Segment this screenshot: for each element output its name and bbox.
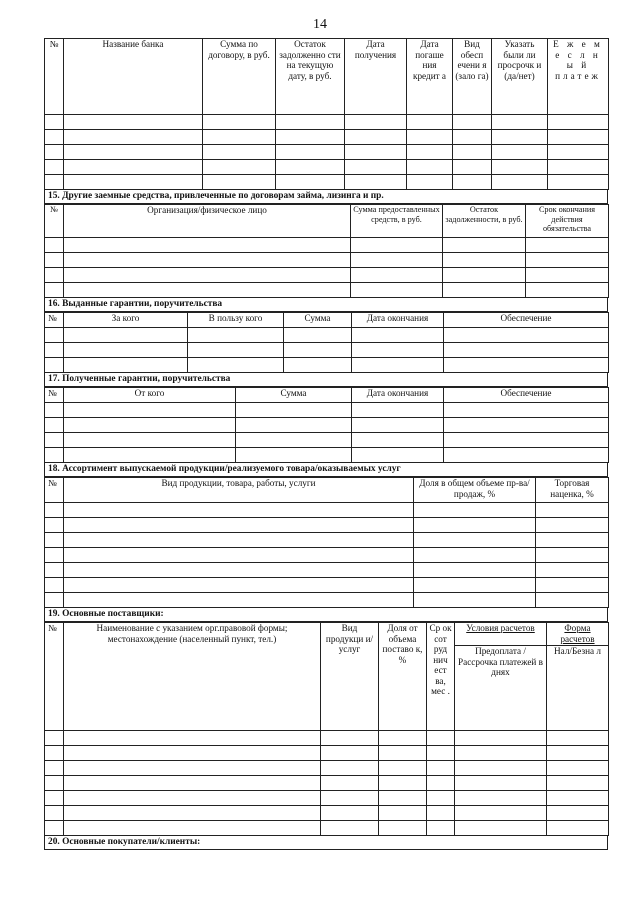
table-row: [45, 268, 609, 283]
main-suppliers-table: [44, 622, 609, 836]
table-row: [45, 433, 609, 448]
table-cell[interactable]: [64, 821, 321, 836]
table-cell[interactable]: [427, 731, 455, 746]
table-cell[interactable]: [276, 115, 345, 130]
table-row: [45, 130, 609, 145]
table-cell[interactable]: [321, 761, 379, 776]
table-row: [45, 548, 609, 563]
table-cell[interactable]: [45, 160, 64, 175]
col-organization-header: Организация/физическое лицо: [64, 205, 351, 238]
table-cell[interactable]: [45, 563, 64, 578]
table-cell[interactable]: [45, 238, 64, 253]
table-cell[interactable]: [276, 160, 345, 175]
col-number-header: №: [45, 388, 64, 403]
col-cash-noncash-header: Нал/Безна л: [547, 646, 609, 731]
table-cell[interactable]: [536, 578, 609, 593]
table-cell[interactable]: [188, 343, 284, 358]
table-cell[interactable]: [64, 746, 321, 761]
table-cell[interactable]: [45, 821, 64, 836]
table-cell[interactable]: [64, 448, 236, 463]
table-cell[interactable]: [536, 503, 609, 518]
table-cell[interactable]: [236, 418, 352, 433]
table-cell[interactable]: [284, 343, 352, 358]
table-cell[interactable]: [45, 578, 64, 593]
col-prepayment-header: Предоплата / Рассрочка платежей в днях: [455, 646, 547, 731]
table-cell[interactable]: [444, 403, 609, 418]
col-markup-header: Торговая наценка, %: [536, 478, 609, 503]
table-cell[interactable]: [64, 548, 414, 563]
col-supplier-name-header: Наименование с указанием орг.правовой формы; местонахождение (населенный пункт, тел.): [64, 623, 321, 731]
table-cell[interactable]: [236, 433, 352, 448]
table-cell[interactable]: [64, 593, 414, 608]
other-borrowings-header-row: [45, 205, 609, 238]
col-security-header: Обеспечение: [444, 313, 609, 328]
table-cell[interactable]: [427, 791, 455, 806]
table-row: [45, 418, 609, 433]
table-cell[interactable]: [64, 418, 236, 433]
table-cell[interactable]: [443, 253, 526, 268]
table-cell[interactable]: [45, 175, 64, 190]
table-cell[interactable]: [45, 503, 64, 518]
table-cell[interactable]: [414, 533, 536, 548]
table-cell[interactable]: [45, 328, 64, 343]
table-cell[interactable]: [351, 283, 443, 298]
table-cell[interactable]: [547, 791, 609, 806]
table-row: [45, 448, 609, 463]
table-row: [45, 518, 609, 533]
table-cell[interactable]: [203, 130, 276, 145]
table-row: [45, 503, 609, 518]
col-collateral-header: Вид обесп ечени я (зало га): [453, 39, 492, 115]
col-amount-header: Сумма: [236, 388, 352, 403]
col-receipt-date-header: Дата получения: [345, 39, 407, 115]
table-cell[interactable]: [45, 791, 64, 806]
table-cell[interactable]: [64, 268, 351, 283]
table-cell[interactable]: [64, 533, 414, 548]
table-cell[interactable]: [547, 761, 609, 776]
col-for-whom-header: За кого: [64, 313, 188, 328]
table-cell[interactable]: [444, 328, 609, 343]
table-cell[interactable]: [45, 418, 64, 433]
table-cell[interactable]: [352, 418, 444, 433]
table-cell[interactable]: [203, 175, 276, 190]
table-cell[interactable]: [526, 253, 609, 268]
table-cell[interactable]: [45, 806, 64, 821]
table-cell[interactable]: [547, 821, 609, 836]
col-number-header: №: [45, 478, 64, 503]
table-cell[interactable]: [547, 731, 609, 746]
table-cell[interactable]: [414, 503, 536, 518]
table-cell[interactable]: [351, 238, 443, 253]
table-cell[interactable]: [45, 593, 64, 608]
table-cell[interactable]: [536, 548, 609, 563]
table-cell[interactable]: [536, 518, 609, 533]
table-cell[interactable]: [64, 238, 351, 253]
table-cell[interactable]: [444, 343, 609, 358]
form-sheet: [44, 38, 608, 850]
table-cell[interactable]: [547, 746, 609, 761]
table-cell[interactable]: [414, 593, 536, 608]
table-cell[interactable]: [64, 578, 414, 593]
table-cell[interactable]: [64, 791, 321, 806]
table-cell[interactable]: [352, 403, 444, 418]
issued-guarantees-header-row: [45, 313, 609, 328]
col-monthly-payment-header: Е ж е м е с л н ы й платеж: [548, 39, 609, 115]
table-cell[interactable]: [427, 746, 455, 761]
table-cell[interactable]: [276, 130, 345, 145]
table-cell[interactable]: [45, 403, 64, 418]
table-cell[interactable]: [443, 283, 526, 298]
col-product-type-header: Вид продукции, товара, работы, услуги: [64, 478, 414, 503]
table-row: [45, 283, 609, 298]
table-cell[interactable]: [64, 115, 203, 130]
table-cell[interactable]: [321, 731, 379, 746]
table-cell[interactable]: [414, 518, 536, 533]
table-row: [45, 175, 609, 190]
col-share-header: Доля в общем объеме пр-ва/продаж, %: [414, 478, 536, 503]
table-cell[interactable]: [547, 776, 609, 791]
table-cell[interactable]: [45, 731, 64, 746]
table-row: [45, 821, 609, 836]
bank-loans-table: [44, 38, 609, 190]
table-cell[interactable]: [379, 791, 427, 806]
section-15-title: 15. Другие заемные средства, привлеченные по договорам займа, лизинга и пр.: [44, 190, 608, 204]
table-cell[interactable]: [284, 358, 352, 373]
table-cell[interactable]: [453, 130, 492, 145]
table-cell[interactable]: [64, 563, 414, 578]
table-cell[interactable]: [407, 130, 453, 145]
table-cell[interactable]: [203, 115, 276, 130]
other-borrowings-table: [44, 204, 609, 298]
table-cell[interactable]: [188, 358, 284, 373]
table-cell[interactable]: [203, 160, 276, 175]
suppliers-header-row: [45, 623, 609, 646]
table-cell[interactable]: [64, 160, 203, 175]
table-row: [45, 145, 609, 160]
table-cell[interactable]: [45, 448, 64, 463]
col-supply-share-header: Доля от объема поставо к, %: [379, 623, 427, 731]
received-guarantees-header-row: [45, 388, 609, 403]
table-cell[interactable]: [64, 253, 351, 268]
bank-loans-header-row: [45, 39, 609, 115]
product-range-header-row: [45, 478, 609, 503]
table-cell[interactable]: [45, 533, 64, 548]
table-cell[interactable]: [427, 761, 455, 776]
table-cell[interactable]: [443, 238, 526, 253]
col-number-header: №: [45, 39, 64, 115]
table-cell[interactable]: [443, 268, 526, 283]
table-cell[interactable]: [64, 145, 203, 160]
table-cell[interactable]: [236, 448, 352, 463]
table-cell[interactable]: [526, 283, 609, 298]
table-cell[interactable]: [455, 746, 547, 761]
table-row: [45, 731, 609, 746]
table-cell[interactable]: [379, 731, 427, 746]
table-cell[interactable]: [548, 160, 609, 175]
col-number-header: №: [45, 205, 64, 238]
table-cell[interactable]: [407, 115, 453, 130]
table-cell[interactable]: [453, 160, 492, 175]
table-cell[interactable]: [64, 776, 321, 791]
table-cell[interactable]: [45, 268, 64, 283]
table-cell[interactable]: [455, 821, 547, 836]
col-obligation-end-header: Срок окончания действия обязательства: [526, 205, 609, 238]
section-19-title: 19. Основные поставщики:: [44, 608, 608, 622]
section-20-title: 20. Основные покупатели/клиенты:: [44, 836, 608, 850]
issued-guarantees-table: [44, 312, 609, 373]
table-cell[interactable]: [407, 175, 453, 190]
table-cell[interactable]: [379, 746, 427, 761]
col-end-date-header: Дата окончания: [352, 388, 444, 403]
received-guarantees-table: [44, 387, 609, 463]
table-row: [45, 746, 609, 761]
col-number-header: №: [45, 623, 64, 731]
table-cell[interactable]: [64, 283, 351, 298]
table-cell[interactable]: [352, 448, 444, 463]
table-cell[interactable]: [64, 503, 414, 518]
col-contract-sum-header: Сумма по договору, в руб.: [203, 39, 276, 115]
table-cell[interactable]: [492, 115, 548, 130]
table-cell[interactable]: [351, 268, 443, 283]
table-cell[interactable]: [526, 268, 609, 283]
table-cell[interactable]: [64, 358, 188, 373]
table-row: [45, 253, 609, 268]
table-cell[interactable]: [414, 548, 536, 563]
section-18-title: 18. Ассортимент выпускаемой продукции/реализуемого товара/оказываемых услуг: [44, 463, 608, 477]
table-row: [45, 761, 609, 776]
table-cell[interactable]: [284, 328, 352, 343]
table-row: [45, 563, 609, 578]
table-cell[interactable]: [444, 418, 609, 433]
table-cell[interactable]: [526, 238, 609, 253]
table-cell[interactable]: [45, 776, 64, 791]
table-cell[interactable]: [45, 433, 64, 448]
table-row: [45, 238, 609, 253]
table-cell[interactable]: [453, 175, 492, 190]
col-security-header: Обеспечение: [444, 388, 609, 403]
table-cell[interactable]: [548, 130, 609, 145]
table-cell[interactable]: [64, 343, 188, 358]
table-cell[interactable]: [64, 328, 188, 343]
col-payment-terms-header: Условия расчетов: [455, 623, 547, 646]
table-cell[interactable]: [45, 518, 64, 533]
table-cell[interactable]: [345, 175, 407, 190]
table-cell[interactable]: [345, 130, 407, 145]
table-row: [45, 328, 609, 343]
table-cell[interactable]: [64, 403, 236, 418]
table-cell[interactable]: [45, 548, 64, 563]
col-bank-name-header: Название банка: [64, 39, 203, 115]
table-cell[interactable]: [427, 821, 455, 836]
table-cell[interactable]: [407, 145, 453, 160]
col-product-type-header: Вид продукци и/услуг: [321, 623, 379, 731]
table-cell[interactable]: [276, 145, 345, 160]
table-cell[interactable]: [64, 130, 203, 145]
table-cell[interactable]: [351, 253, 443, 268]
table-cell[interactable]: [547, 806, 609, 821]
table-cell[interactable]: [379, 761, 427, 776]
table-cell[interactable]: [321, 791, 379, 806]
table-cell[interactable]: [414, 563, 536, 578]
table-cell[interactable]: [45, 253, 64, 268]
table-cell[interactable]: [548, 145, 609, 160]
table-cell[interactable]: [64, 761, 321, 776]
table-cell[interactable]: [45, 761, 64, 776]
table-cell[interactable]: [455, 806, 547, 821]
table-cell[interactable]: [321, 806, 379, 821]
table-cell[interactable]: [64, 518, 414, 533]
col-number-header: №: [45, 313, 64, 328]
table-cell[interactable]: [453, 145, 492, 160]
table-cell[interactable]: [444, 358, 609, 373]
col-amount-header: Сумма: [284, 313, 352, 328]
table-cell[interactable]: [444, 448, 609, 463]
table-cell[interactable]: [536, 563, 609, 578]
col-from-whom-header: От кого: [64, 388, 236, 403]
table-cell[interactable]: [345, 115, 407, 130]
table-row: [45, 343, 609, 358]
table-cell[interactable]: [536, 533, 609, 548]
col-end-date-header: Дата окончания: [352, 313, 444, 328]
table-cell[interactable]: [548, 175, 609, 190]
col-cooperation-term-header: Ср ок сот руд нич ест ва, мес .: [427, 623, 455, 731]
table-cell[interactable]: [492, 175, 548, 190]
table-cell[interactable]: [352, 433, 444, 448]
table-cell[interactable]: [188, 328, 284, 343]
table-cell[interactable]: [345, 145, 407, 160]
col-payment-form-header: Форма расчетов: [547, 623, 609, 646]
table-cell[interactable]: [64, 806, 321, 821]
table-cell[interactable]: [453, 115, 492, 130]
table-cell[interactable]: [407, 160, 453, 175]
table-cell[interactable]: [276, 175, 345, 190]
table-cell[interactable]: [492, 145, 548, 160]
table-cell[interactable]: [45, 746, 64, 761]
table-cell[interactable]: [455, 761, 547, 776]
table-row: [45, 593, 609, 608]
table-row: [45, 578, 609, 593]
section-16-title: 16. Выданные гарантии, поручительства: [44, 298, 608, 312]
product-range-table: [44, 477, 609, 608]
col-debt-balance-header: Остаток задолженно сти на текущую дату, в руб.: [276, 39, 345, 115]
table-cell[interactable]: [455, 776, 547, 791]
table-row: [45, 160, 609, 175]
col-in-favor-of-header: В пользу кого: [188, 313, 284, 328]
table-cell[interactable]: [45, 145, 64, 160]
table-cell[interactable]: [45, 130, 64, 145]
table-row: [45, 791, 609, 806]
col-overdue-header: Указать были ли просрочк и (да/нет): [492, 39, 548, 115]
table-row: [45, 115, 609, 130]
table-cell[interactable]: [64, 175, 203, 190]
table-cell[interactable]: [414, 578, 536, 593]
table-row: [45, 776, 609, 791]
table-cell[interactable]: [45, 115, 64, 130]
table-cell[interactable]: [492, 160, 548, 175]
table-cell[interactable]: [64, 433, 236, 448]
table-cell[interactable]: [45, 283, 64, 298]
col-repayment-date-header: Дата погаше ния кредит а: [407, 39, 453, 115]
table-cell[interactable]: [321, 746, 379, 761]
table-cell[interactable]: [64, 731, 321, 746]
table-cell[interactable]: [548, 115, 609, 130]
table-cell[interactable]: [455, 791, 547, 806]
table-cell[interactable]: [345, 160, 407, 175]
table-row: [45, 806, 609, 821]
table-cell[interactable]: [352, 343, 444, 358]
col-debt-balance-header: Остаток задолженности, в руб.: [443, 205, 526, 238]
table-cell[interactable]: [379, 776, 427, 791]
table-cell[interactable]: [45, 343, 64, 358]
table-row: [45, 358, 609, 373]
table-cell[interactable]: [45, 358, 64, 373]
table-cell[interactable]: [492, 130, 548, 145]
table-cell[interactable]: [352, 358, 444, 373]
table-cell[interactable]: [455, 731, 547, 746]
table-row: [45, 403, 609, 418]
table-row: [45, 533, 609, 548]
table-cell[interactable]: [379, 806, 427, 821]
table-cell[interactable]: [379, 821, 427, 836]
table-cell[interactable]: [203, 145, 276, 160]
table-cell[interactable]: [427, 776, 455, 791]
col-amount-provided-header: Сумма предоставленных средств, в руб.: [351, 205, 443, 238]
page-number: 14: [313, 17, 327, 32]
table-cell[interactable]: [236, 403, 352, 418]
table-cell[interactable]: [427, 806, 455, 821]
table-cell[interactable]: [444, 433, 609, 448]
table-cell[interactable]: [352, 328, 444, 343]
table-cell[interactable]: [536, 593, 609, 608]
table-cell[interactable]: [321, 776, 379, 791]
table-cell[interactable]: [321, 821, 379, 836]
section-17-title: 17. Полученные гарантии, поручительства: [44, 373, 608, 387]
